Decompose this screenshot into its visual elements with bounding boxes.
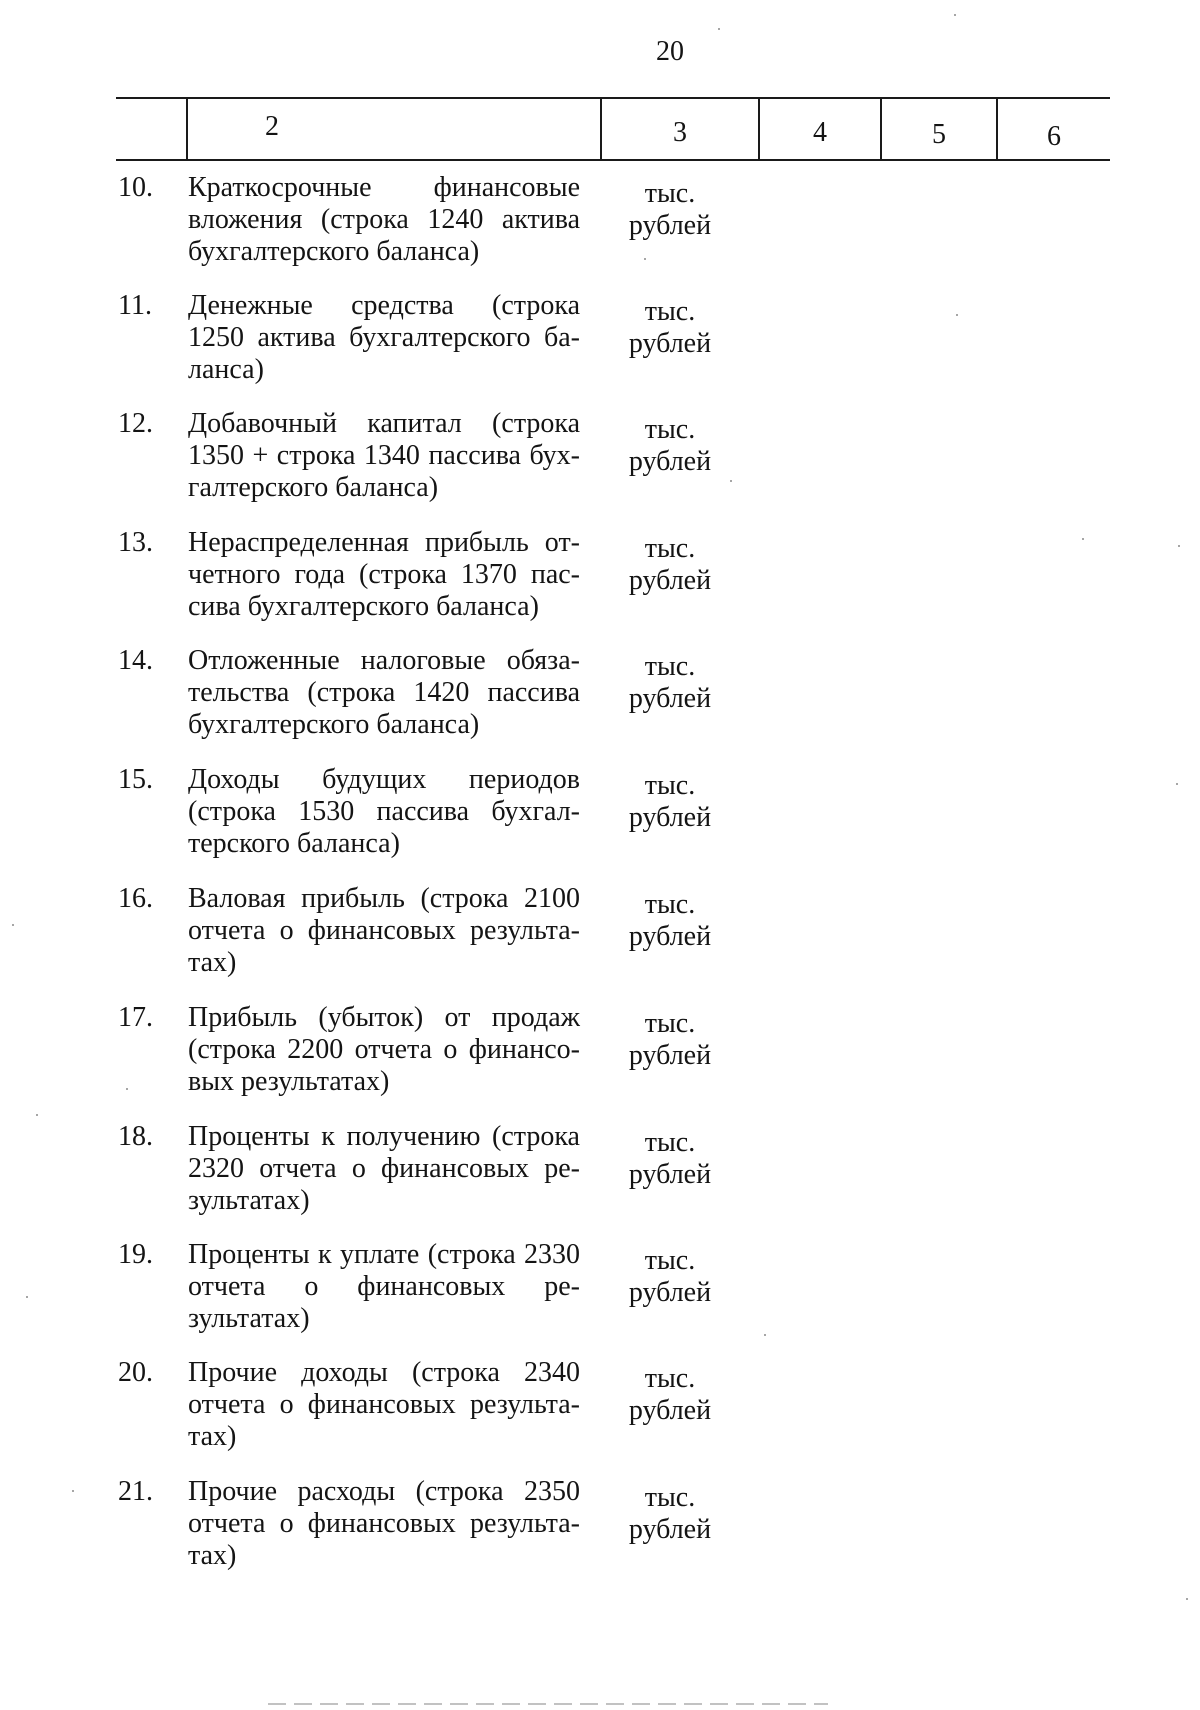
scan-speck bbox=[1082, 538, 1084, 540]
header-bottom-rule bbox=[116, 159, 1110, 161]
row-unit bbox=[610, 651, 730, 715]
row-indicator-text: Нераспределенная прибыль от-четного года (строка 1370 пас-сива бухгалтерского баланса) bbox=[188, 527, 580, 622]
row-unit-line: тыс. bbox=[644, 889, 696, 920]
table-row bbox=[0, 1476, 1200, 1594]
row-indicator-text: Добавочный капитал (строка 1350 + строка 1340 пассива бух-галтерского баланса) bbox=[188, 408, 580, 503]
row-unit bbox=[610, 1363, 730, 1427]
scan-speck bbox=[1176, 783, 1178, 785]
row-indicator-text: Денежные средства (строка 1250 актива бухгалтерского ба-ланса) bbox=[188, 290, 580, 385]
row-unit-line: рублей bbox=[628, 1395, 712, 1426]
row-unit-line: рублей bbox=[628, 210, 712, 241]
row-unit bbox=[610, 1482, 730, 1546]
row-unit-line: тыс. bbox=[644, 1363, 696, 1394]
row-unit-line: рублей bbox=[628, 328, 712, 359]
scan-speck bbox=[12, 924, 14, 926]
scan-speck bbox=[764, 1334, 766, 1336]
row-unit-line: тыс. bbox=[644, 296, 696, 327]
row-number: 19. bbox=[118, 1239, 153, 1270]
row-number: 18. bbox=[118, 1121, 153, 1152]
row-indicator-text: Прочие доходы (строка 2340 отчета о финансовых результа-тах) bbox=[188, 1357, 580, 1452]
table-row bbox=[0, 1357, 1200, 1475]
row-indicator-text: Прибыль (убыток) от продаж (строка 2200 отчета о финансо-вых результатах) bbox=[188, 1002, 580, 1097]
row-indicator-text: Доходы будущих периодов (строка 1530 пассива бухгал-терского баланса) bbox=[188, 764, 580, 859]
header-col-5: 5 bbox=[932, 119, 946, 150]
row-number: 17. bbox=[118, 1002, 153, 1033]
table-row bbox=[0, 1239, 1200, 1357]
row-unit bbox=[610, 533, 730, 597]
row-unit bbox=[610, 1245, 730, 1309]
row-unit-line: рублей bbox=[628, 1159, 712, 1190]
scan-speck bbox=[718, 28, 720, 30]
row-indicator-text: Проценты к уплате (строка 2330 отчета о финансовых ре-зультатах) bbox=[188, 1239, 580, 1334]
row-number: 11. bbox=[118, 290, 152, 321]
row-unit bbox=[610, 1008, 730, 1072]
scan-speck bbox=[126, 1088, 128, 1090]
scan-speck bbox=[730, 480, 732, 482]
scan-speck bbox=[36, 1114, 38, 1116]
row-unit bbox=[610, 1127, 730, 1191]
row-number: 12. bbox=[118, 408, 153, 439]
row-unit bbox=[610, 414, 730, 478]
table-row bbox=[0, 408, 1200, 526]
scan-edge-noise bbox=[268, 1703, 828, 1705]
row-unit-line: тыс. bbox=[644, 770, 696, 801]
scan-speck bbox=[26, 1296, 28, 1298]
table-row bbox=[0, 764, 1200, 882]
scan-speck bbox=[72, 1490, 74, 1492]
header-col-6: 6 bbox=[1047, 121, 1061, 152]
header-top-rule bbox=[116, 97, 1110, 99]
header-col-2: 2 bbox=[265, 111, 279, 142]
table-row bbox=[0, 1002, 1200, 1120]
row-indicator-text: Проценты к получению (строка 2320 отчета о финансовых ре-зультатах) bbox=[188, 1121, 580, 1216]
scan-speck bbox=[956, 314, 958, 316]
row-unit-line: рублей bbox=[628, 683, 712, 714]
page-number: 20 bbox=[656, 36, 684, 67]
row-indicator-text: Отложенные налоговые обяза-тельства (строка 1420 пассива бухгалтерского баланса) bbox=[188, 645, 580, 740]
row-number: 15. bbox=[118, 764, 153, 795]
row-unit bbox=[610, 178, 730, 242]
row-indicator-text: Валовая прибыль (строка 2100 отчета о финансовых результа-тах) bbox=[188, 883, 580, 978]
row-unit bbox=[610, 770, 730, 834]
header-col-3: 3 bbox=[673, 117, 687, 148]
scan-speck bbox=[1178, 545, 1180, 547]
row-unit-line: тыс. bbox=[644, 1482, 696, 1513]
table-row bbox=[0, 290, 1200, 408]
row-unit-line: тыс. bbox=[644, 1245, 696, 1276]
row-unit-line: тыс. bbox=[644, 651, 696, 682]
row-unit bbox=[610, 296, 730, 360]
row-unit-line: тыс. bbox=[644, 178, 696, 209]
table-row bbox=[0, 1121, 1200, 1239]
row-unit-line: рублей bbox=[628, 1040, 712, 1071]
row-indicator-text: Краткосрочные финансовые вложения (строка 1240 актива бухгалтерского баланса) bbox=[188, 172, 580, 267]
scan-speck bbox=[954, 14, 956, 16]
row-unit-line: тыс. bbox=[644, 533, 696, 564]
row-number: 20. bbox=[118, 1357, 153, 1388]
table-row bbox=[0, 527, 1200, 645]
scan-speck bbox=[1186, 1598, 1188, 1600]
table-row bbox=[0, 883, 1200, 1001]
row-unit-line: рублей bbox=[628, 446, 712, 477]
row-unit-line: рублей bbox=[628, 1514, 712, 1545]
header-col-4: 4 bbox=[813, 117, 827, 148]
row-unit-line: тыс. bbox=[644, 1008, 696, 1039]
table-row bbox=[0, 645, 1200, 763]
row-number: 10. bbox=[118, 172, 153, 203]
scan-speck bbox=[644, 258, 646, 260]
row-number: 21. bbox=[118, 1476, 153, 1507]
row-indicator-text: Прочие расходы (строка 2350 отчета о финансовых результа-тах) bbox=[188, 1476, 580, 1571]
row-number: 16. bbox=[118, 883, 153, 914]
row-unit-line: рублей bbox=[628, 921, 712, 952]
row-unit-line: рублей bbox=[628, 802, 712, 833]
row-unit-line: рублей bbox=[628, 565, 712, 596]
row-unit-line: рублей bbox=[628, 1277, 712, 1308]
table-row bbox=[0, 172, 1200, 290]
row-unit-line: тыс. bbox=[644, 414, 696, 445]
row-number: 14. bbox=[118, 645, 153, 676]
row-unit-line: тыс. bbox=[644, 1127, 696, 1158]
row-unit bbox=[610, 889, 730, 953]
row-number: 13. bbox=[118, 527, 153, 558]
